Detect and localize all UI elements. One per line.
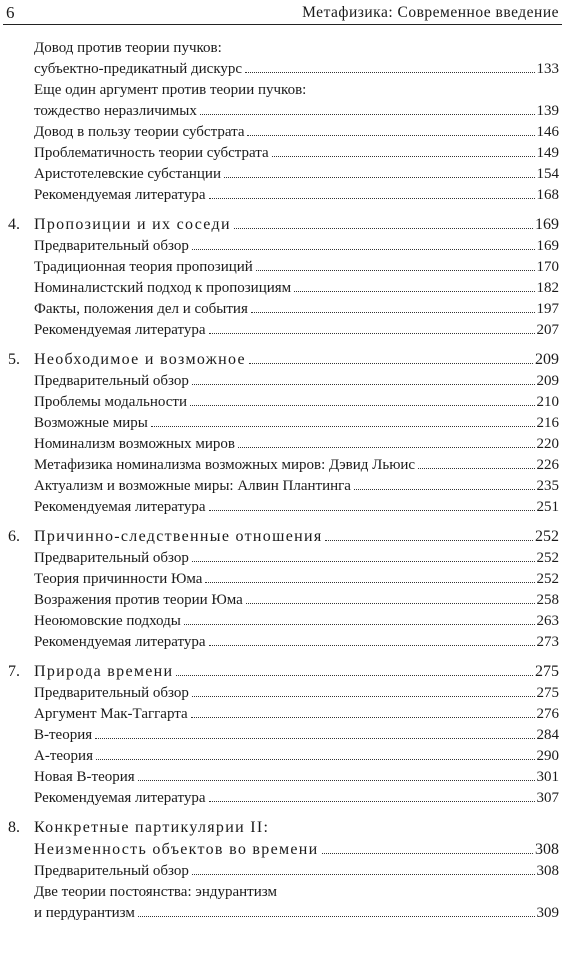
toc-entry-title: Предварительный обзор xyxy=(34,373,189,389)
dot-leader xyxy=(191,717,535,718)
toc-entry-title: и пердурантизм xyxy=(34,905,135,921)
dot-leader xyxy=(251,312,535,313)
toc-page-number: 275 xyxy=(536,685,559,701)
dot-leader xyxy=(234,228,533,229)
toc-entry-title: Новая B-теория xyxy=(34,769,135,785)
toc-section-entry-continued[interactable] xyxy=(34,59,559,80)
dot-leader xyxy=(192,561,535,562)
toc-section-entry[interactable] xyxy=(34,611,559,632)
toc-section-entry-continued[interactable] xyxy=(34,101,559,122)
dot-leader xyxy=(294,291,534,292)
toc-page-number: 284 xyxy=(536,727,559,743)
toc-section-entry[interactable] xyxy=(34,185,559,206)
toc-entry-title: субъектно-предикатный дискурс xyxy=(34,61,243,77)
toc-page-number: 197 xyxy=(536,301,559,317)
toc-entry-title: Факты, положения дел и события xyxy=(34,301,248,317)
dot-leader xyxy=(192,384,535,385)
toc-section-entry[interactable] xyxy=(34,80,565,101)
toc-entry-title: Рекомендуемая литература xyxy=(34,322,206,338)
toc-page-number: 226 xyxy=(536,457,559,473)
toc-page-number: 133 xyxy=(536,61,559,77)
chapter-gap xyxy=(0,341,565,349)
toc-section-entry[interactable] xyxy=(34,434,559,455)
toc-page-number: 235 xyxy=(536,478,559,494)
toc-page-number: 308 xyxy=(535,841,559,858)
dot-leader xyxy=(190,405,534,406)
toc-section-entry[interactable] xyxy=(34,788,559,809)
toc-page-number: 252 xyxy=(535,528,559,545)
toc-section-entry[interactable] xyxy=(34,371,559,392)
chapter-title-line2: Неизменность объектов во времени xyxy=(34,841,319,858)
toc-page-number: 168 xyxy=(536,187,559,203)
table-of-contents xyxy=(0,38,565,924)
dot-leader xyxy=(200,114,535,115)
toc-section-entry[interactable] xyxy=(34,299,559,320)
toc-entry-title-line1: Еще один аргумент против теории пучков: xyxy=(34,82,307,98)
toc-section-entry[interactable] xyxy=(34,767,559,788)
toc-section-entry[interactable] xyxy=(34,704,559,725)
chapter-gap xyxy=(0,653,565,661)
dot-leader xyxy=(209,333,535,334)
toc-entry-title: тождество неразличимых xyxy=(34,103,197,119)
dot-leader xyxy=(354,489,535,490)
dot-leader xyxy=(151,426,535,427)
toc-entry-title: Проблематичность теории субстрата xyxy=(34,145,269,161)
chapter-gap xyxy=(0,518,565,526)
toc-chapter-entry-continued[interactable] xyxy=(8,839,559,861)
toc-page-number: 149 xyxy=(536,145,559,161)
toc-entry-title: Предварительный обзор xyxy=(34,238,189,254)
dot-leader xyxy=(322,853,533,854)
toc-entry-title: Предварительный обзор xyxy=(34,550,189,566)
toc-section-entry[interactable] xyxy=(34,164,559,185)
toc-section-entry[interactable] xyxy=(34,683,559,704)
chapter-number: 8. xyxy=(8,819,20,836)
toc-entry-title: Довод в пользу теории субстрата xyxy=(34,124,245,140)
running-title: Метафизика: Современное введение xyxy=(302,4,559,21)
dot-leader xyxy=(192,696,535,697)
toc-section-entry[interactable] xyxy=(34,548,559,569)
dot-leader xyxy=(245,72,534,73)
toc-section-entry[interactable] xyxy=(34,746,559,767)
toc-page-number: 216 xyxy=(536,415,559,431)
toc-page-number: 307 xyxy=(536,790,559,806)
dot-leader xyxy=(209,645,535,646)
toc-page-number: 308 xyxy=(536,863,559,879)
toc-section-entry[interactable] xyxy=(34,392,559,413)
toc-page-number: 301 xyxy=(536,769,559,785)
chapter-title: Причинно-следственные отношения xyxy=(34,528,323,545)
toc-entry-title: Проблемы модальности xyxy=(34,394,188,410)
toc-entry-title: Рекомендуемая литература xyxy=(34,499,206,515)
chapter-title: Пропозиции и их соседи xyxy=(34,216,231,233)
chapter-title-line1: Конкретные партикулярии II: xyxy=(34,819,270,836)
dot-leader xyxy=(256,270,535,271)
toc-page-number: 207 xyxy=(536,322,559,338)
toc-page-number: 209 xyxy=(536,373,559,389)
toc-chapter-entry[interactable] xyxy=(8,661,559,683)
dot-leader xyxy=(325,540,533,541)
toc-page-number: 139 xyxy=(536,103,559,119)
toc-entry-title: Возражения против теории Юма xyxy=(34,592,243,608)
dot-leader xyxy=(192,249,535,250)
toc-page-number: 252 xyxy=(536,550,559,566)
toc-section-entry[interactable] xyxy=(34,236,559,257)
toc-chapter-entry[interactable] xyxy=(8,349,559,371)
toc-section-entry[interactable] xyxy=(34,122,559,143)
toc-page-number: 169 xyxy=(536,238,559,254)
toc-chapter-entry[interactable] xyxy=(8,817,559,839)
toc-page-number: 209 xyxy=(535,351,559,368)
toc-entry-title: Аргумент Мак-Таггарта xyxy=(34,706,188,722)
toc-section-entry[interactable] xyxy=(34,320,559,341)
dot-leader xyxy=(249,363,533,364)
toc-entry-title: Предварительный обзор xyxy=(34,685,189,701)
toc-page-number: 182 xyxy=(536,280,559,296)
toc-page-number: 154 xyxy=(536,166,559,182)
dot-leader xyxy=(246,603,535,604)
toc-page-number: 290 xyxy=(536,748,559,764)
dot-leader xyxy=(238,447,535,448)
toc-chapter-entry[interactable] xyxy=(8,214,559,236)
dot-leader xyxy=(96,759,535,760)
toc-page-number: 169 xyxy=(535,216,559,233)
toc-page-number: 170 xyxy=(536,259,559,275)
toc-page-number: 309 xyxy=(536,905,559,921)
dot-leader xyxy=(95,738,534,739)
page-number: 6 xyxy=(6,3,15,22)
chapter-number: 4. xyxy=(8,216,20,233)
toc-section-entry[interactable] xyxy=(34,569,559,590)
chapter-gap xyxy=(0,206,565,214)
chapter-gap xyxy=(0,809,565,817)
toc-entry-title: Метафизика номинализма возможных миров: Дэвид Льюис xyxy=(34,457,416,473)
dot-leader xyxy=(176,675,533,676)
toc-entry-title: Номинализм возможных миров xyxy=(34,436,235,452)
toc-entry-title: Номиналистский подход к пропозициям xyxy=(34,280,292,296)
dot-leader xyxy=(209,198,535,199)
dot-leader xyxy=(224,177,535,178)
toc-section-entry[interactable] xyxy=(34,590,559,611)
dot-leader xyxy=(192,874,535,875)
toc-page-number: 252 xyxy=(536,571,559,587)
toc-section-entry[interactable] xyxy=(34,725,559,746)
chapter-title: Природа времени xyxy=(34,663,174,680)
toc-section-entry[interactable] xyxy=(34,476,559,497)
toc-page-number: 276 xyxy=(536,706,559,722)
dot-leader xyxy=(209,510,535,511)
toc-section-entry[interactable] xyxy=(34,882,565,903)
dot-leader xyxy=(205,582,534,583)
page-header xyxy=(0,0,565,24)
toc-section-entry[interactable] xyxy=(34,257,559,278)
dot-leader xyxy=(209,801,535,802)
toc-entry-title: Традиционная теория пропозиций xyxy=(34,259,253,275)
toc-section-entry[interactable] xyxy=(34,632,559,653)
chapter-number: 7. xyxy=(8,663,20,680)
toc-page-number: 251 xyxy=(536,499,559,515)
toc-entry-title: Неоюмовские подходы xyxy=(34,613,181,629)
toc-entry-title: Возможные миры xyxy=(34,415,148,431)
dot-leader xyxy=(418,468,534,469)
chapter-title: Необходимое и возможное xyxy=(34,351,246,368)
toc-entry-title: A-теория xyxy=(34,748,93,764)
toc-entry-title: Предварительный обзор xyxy=(34,863,189,879)
toc-section-entry-continued[interactable] xyxy=(34,903,559,924)
toc-section-entry[interactable] xyxy=(34,143,559,164)
toc-entry-title: Рекомендуемая литература xyxy=(34,634,206,650)
toc-entry-title: Теория причинности Юма xyxy=(34,571,203,587)
toc-page-number: 275 xyxy=(535,663,559,680)
toc-entry-title: Рекомендуемая литература xyxy=(34,187,206,203)
toc-section-entry[interactable] xyxy=(34,861,559,882)
dot-leader xyxy=(272,156,535,157)
toc-entry-title-line1: Две теории постоянства: эндурантизм xyxy=(34,884,277,900)
chapter-number: 6. xyxy=(8,528,20,545)
toc-section-entry[interactable] xyxy=(34,455,559,476)
toc-entry-title: Актуализм и возможные миры: Алвин Плантинга xyxy=(34,478,351,494)
toc-section-entry[interactable] xyxy=(34,278,559,299)
toc-chapter-entry[interactable] xyxy=(8,526,559,548)
toc-page-number: 146 xyxy=(536,124,559,140)
toc-entry-title: Рекомендуемая литература xyxy=(34,790,206,806)
dot-leader xyxy=(138,780,535,781)
toc-page-number: 258 xyxy=(536,592,559,608)
toc-section-entry[interactable] xyxy=(34,413,559,434)
dot-leader xyxy=(247,135,534,136)
toc-page-number: 263 xyxy=(536,613,559,629)
toc-page-number: 220 xyxy=(536,436,559,452)
toc-entry-title: Аристотелевские субстанции xyxy=(34,166,221,182)
toc-page-number: 273 xyxy=(536,634,559,650)
dot-leader xyxy=(184,624,535,625)
toc-entry-title-line1: Довод против теории пучков: xyxy=(34,40,222,56)
toc-section-entry[interactable] xyxy=(34,38,565,59)
chapter-number: 5. xyxy=(8,351,20,368)
toc-page-number: 210 xyxy=(536,394,559,410)
dot-leader xyxy=(138,916,535,917)
header-rule xyxy=(3,24,562,25)
toc-section-entry[interactable] xyxy=(34,497,559,518)
toc-entry-title: B-теория xyxy=(34,727,93,743)
